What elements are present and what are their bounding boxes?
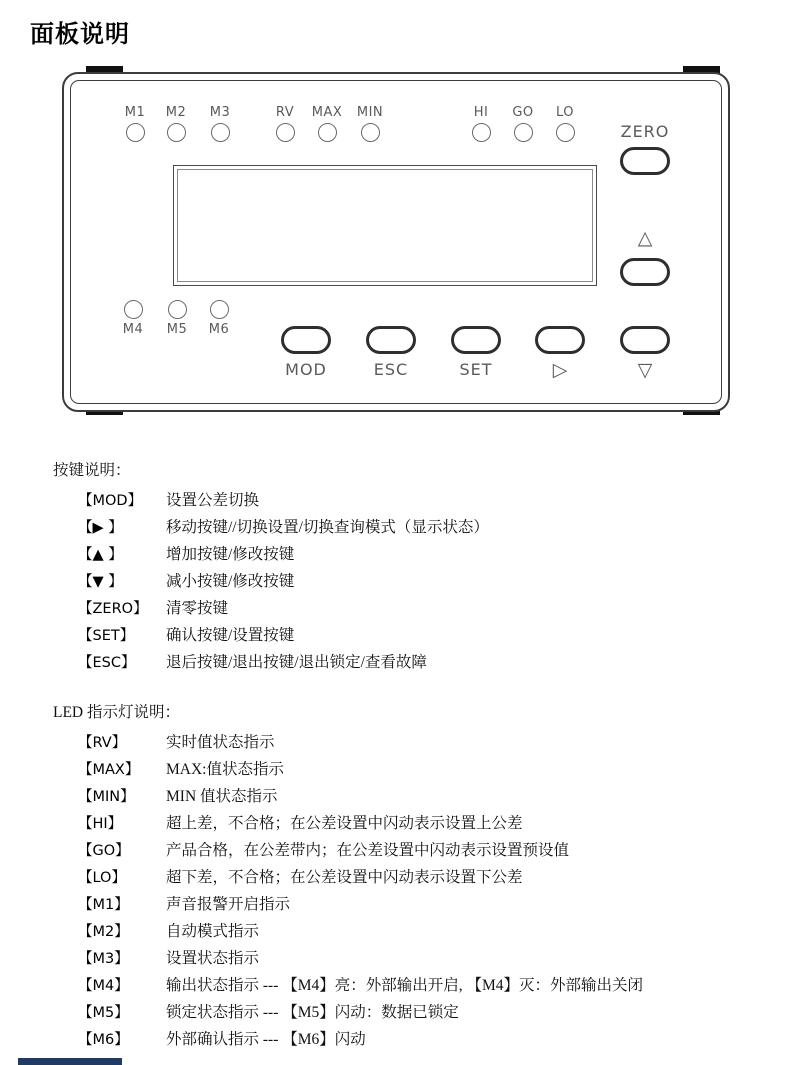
led-hi: HI (459, 105, 503, 142)
spec-row-m4 (53, 972, 773, 999)
led-go-circle (514, 123, 533, 142)
spec-row-mod (53, 487, 773, 514)
key-label: 【GO】 (78, 843, 130, 859)
key-label: 【▶ 】 (78, 520, 123, 536)
key-desc: MIN 值状态指示 (166, 788, 278, 805)
key-desc: 自动模式指示 (166, 923, 260, 940)
spec-row-rv (53, 729, 773, 756)
set-button (451, 326, 501, 354)
key-label: 【M5】 (78, 1005, 129, 1021)
led-m3-circle (211, 123, 230, 142)
spec-row-right (53, 514, 773, 541)
lcd-display-inner (177, 169, 593, 282)
key-label: 【MOD】 (78, 493, 143, 509)
key-desc: 减小按键/修改按键 (166, 573, 295, 590)
key-desc: 设置状态指示 (166, 950, 260, 967)
right-triangle-icon: ▷ (552, 359, 568, 381)
led-m4-circle (124, 300, 143, 319)
spec-row-down (53, 568, 773, 595)
spec-row-m3 (53, 945, 773, 972)
key-label: 【HI】 (78, 816, 123, 832)
key-desc: 确认按键/设置按键 (166, 627, 295, 644)
key-desc: 产品合格，在公差带内；在公差设置中闪动表示设置预设值 (166, 842, 570, 859)
spec-row-up (53, 541, 773, 568)
spec-row-max (53, 756, 773, 783)
led-m1-circle (126, 123, 145, 142)
key-label: 【M4】 (78, 978, 129, 994)
led-section-heading: LED 指示灯说明： (53, 704, 181, 721)
key-label: 【MAX】 (78, 762, 140, 778)
led-min: MIN (348, 105, 392, 142)
key-label: 【ESC】 (78, 655, 136, 671)
key-label: 【M6】 (78, 1032, 129, 1048)
led-rv-circle (276, 123, 295, 142)
spec-row-m5 (53, 999, 773, 1026)
key-desc: 超上差，不合格；在公差设置中闪动表示设置上公差 (166, 815, 523, 832)
led-max: MAX (305, 105, 349, 142)
key-desc: 设置公差切换 (166, 492, 260, 509)
page-title: 面板说明 (30, 20, 130, 48)
down-triangle-icon: ▽ (637, 359, 653, 381)
mod-button (281, 326, 331, 354)
key-desc: 输出状态指示 --- 【M4】亮：外部输出开启, 【M4】灭：外部输出关闭 (166, 977, 644, 994)
key-label: 【M1】 (78, 897, 129, 913)
set-button-label: SET (459, 360, 493, 379)
led-m5-circle (168, 300, 187, 319)
spec-row-min (53, 783, 773, 810)
led-rv: RV (263, 105, 307, 142)
key-label: 【M3】 (78, 951, 129, 967)
spec-row-m1 (53, 891, 773, 918)
zero-button (620, 147, 670, 175)
spec-row-esc (53, 649, 773, 676)
key-desc: 超下差，不合格；在公差设置中闪动表示设置下公差 (166, 869, 523, 886)
led-m5: M5 (155, 300, 199, 337)
led-m6-circle (210, 300, 229, 319)
button-section-heading: 按键说明： (53, 462, 131, 479)
spec-row-go (53, 837, 773, 864)
down-button (620, 326, 670, 354)
lcd-display (173, 165, 597, 286)
spec-row-zero (53, 595, 773, 622)
spec-row-m6 (53, 1026, 773, 1053)
key-desc: 清零按键 (166, 600, 229, 617)
esc-button (366, 326, 416, 354)
key-desc: 锁定状态指示 --- 【M5】闪动：数据已锁定 (166, 1004, 459, 1021)
key-label: 【MIN】 (78, 789, 135, 805)
led-m3: M3 (198, 105, 242, 142)
key-desc: 实时值状态指示 (166, 734, 275, 751)
key-desc: 声音报警开启指示 (166, 896, 291, 913)
led-go: GO (501, 105, 545, 142)
key-label: 【▲ 】 (78, 547, 123, 563)
led-m4: M4 (111, 300, 155, 337)
spec-row-m2 (53, 918, 773, 945)
key-desc: 增加按键/修改按键 (166, 546, 295, 563)
led-lo: LO (543, 105, 587, 142)
led-min-circle (361, 123, 380, 142)
device-front-panel (62, 72, 730, 412)
key-label: 【SET】 (78, 628, 135, 644)
right-button (535, 326, 585, 354)
led-description-section (53, 700, 773, 1053)
footer-bar (18, 1058, 122, 1065)
led-m6: M6 (197, 300, 241, 337)
key-label: 【M2】 (78, 924, 129, 940)
key-desc: 外部确认指示 --- 【M6】闪动 (166, 1031, 366, 1048)
key-label: 【▼ 】 (78, 574, 123, 590)
key-desc: 退后按键/退出按键/退出锁定/查看故障 (166, 654, 427, 671)
led-m1: M1 (113, 105, 157, 142)
led-m2: M2 (154, 105, 198, 142)
device-panel-face (70, 80, 722, 404)
esc-button-label: ESC (373, 360, 409, 379)
up-button (620, 258, 670, 286)
zero-button-label: ZERO (620, 122, 670, 141)
button-description-section (53, 458, 773, 676)
spec-row-lo (53, 864, 773, 891)
mod-button-label: MOD (285, 360, 327, 379)
key-desc: 移动按键//切换设置/切换查询模式（显示状态） (166, 519, 489, 536)
key-label: 【RV】 (78, 735, 127, 751)
key-label: 【ZERO】 (78, 601, 148, 617)
key-desc: MAX:值状态指示 (166, 761, 284, 778)
up-triangle-icon: △ (637, 227, 653, 249)
spec-row-hi (53, 810, 773, 837)
led-hi-circle (472, 123, 491, 142)
spec-row-set (53, 622, 773, 649)
led-m2-circle (167, 123, 186, 142)
led-max-circle (318, 123, 337, 142)
led-lo-circle (556, 123, 575, 142)
key-label: 【LO】 (78, 870, 126, 886)
